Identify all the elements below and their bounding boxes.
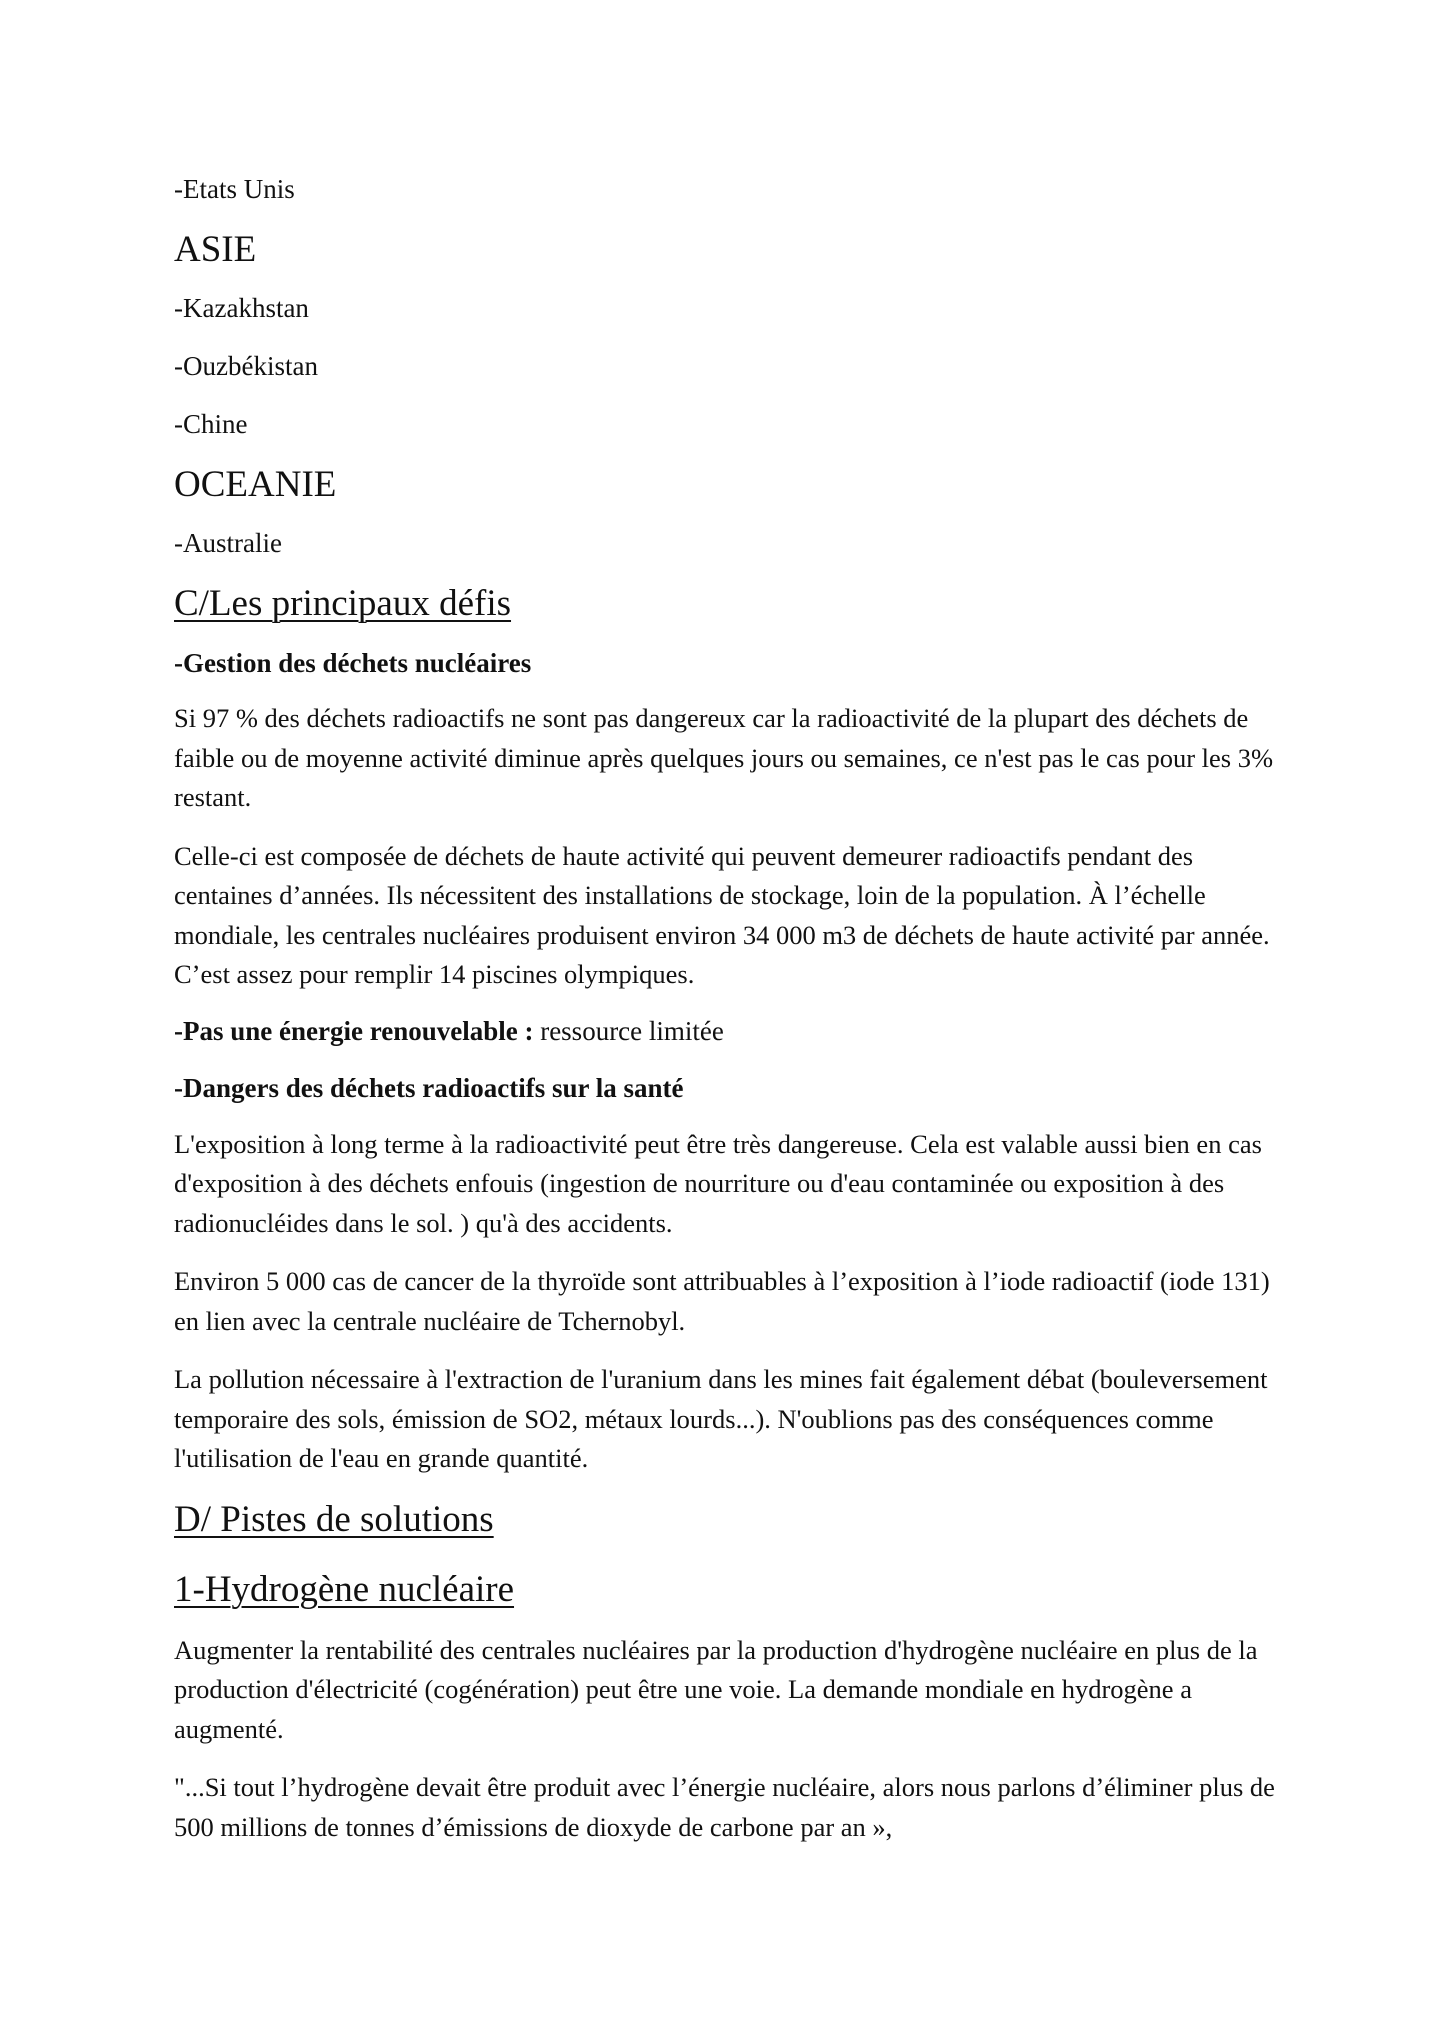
subheading-gestion-dechets: -Gestion des déchets nucléaires [174, 648, 532, 678]
renouvelable-label: -Pas une énergie renouvelable : [174, 1015, 534, 1046]
renouvelable-line [174, 1012, 1285, 1051]
paragraph-gestion-1: Si 97 % des déchets radioactifs ne sont pas dangereux car la radioactivité de la plupart des déchets de faible ou de moyenne activité diminue après quelques jours ou semaines, ce n'est pas le cas pour les 3% restant. [174, 703, 1274, 812]
paragraph-dangers-3: La pollution nécessaire à l'extraction de l'uranium dans les mines fait également débat (bouleversement temporaire des sols, émission de SO2, métaux lourds...). N'oublions pas des conséquences comme l'utilisation de l'eau en grande quantité. [174, 1364, 1268, 1473]
paragraph-hydrogene-1: Augmenter la rentabilité des centrales nucléaires par la production d'hydrogène nucléaire en plus de la production d'électricité (cogénération) peut être une voie. La demande mondiale en hydrogène a augmenté. [174, 1634, 1258, 1744]
list-item-australie: -Australie [174, 528, 282, 558]
list-item-chine: -Chine [174, 409, 248, 439]
paragraph-dangers-2: Environ 5 000 cas de cancer de la thyroïde sont attribuables à l’exposition à l’iode radioactif (iode 131) en lien avec la centrale nucléaire de Tchernobyl. [174, 1266, 1270, 1336]
paragraph-gestion-2: Celle-ci est composée de déchets de haute activité qui peuvent demeurer radioactifs pendant des centaines d’années. Ils nécessitent des installations de stockage, loin de la population. À l’échelle mondiale, les centrales nucléaires produisent environ 34 000 m3 de déchets de haute activité par année. C’est assez pour remplir 14 piscines olympiques. [174, 840, 1270, 989]
paragraph-hydrogene-quote: "...Si tout l’hydrogène devait être produit avec l’énergie nucléaire, alors nous parlons d’éliminer plus de 500 millions de tonnes d’émissions de dioxyde de carbone par an », [174, 1772, 1275, 1842]
list-item-etats-unis: -Etats Unis [174, 174, 295, 204]
list-item-kazakhstan: -Kazakhstan [174, 293, 309, 323]
section-title-defis: C/Les principaux défis [174, 583, 512, 624]
subsection-title-hydrogene: 1-Hydrogène nucléaire [174, 1568, 515, 1610]
region-heading-oceanie: OCEANIE [174, 464, 337, 505]
region-heading-asie: ASIE [174, 229, 257, 270]
paragraph-dangers-1: L'exposition à long terme à la radioactivité peut être très dangereuse. Cela est valable aussi bien en cas d'exposition à des déchets enfouis (ingestion de nourriture ou d'eau contaminée ou exposition à des radionucléides dans le sol. ) qu'à des accidents. [174, 1128, 1262, 1238]
renouvelable-text: ressource limitée [533, 1015, 724, 1046]
section-title-solutions: D/ Pistes de solutions [174, 1498, 494, 1540]
subheading-dangers-sante: -Dangers des déchets radioactifs sur la santé [174, 1072, 684, 1103]
list-item-ouzbekistan: -Ouzbékistan [174, 351, 318, 381]
